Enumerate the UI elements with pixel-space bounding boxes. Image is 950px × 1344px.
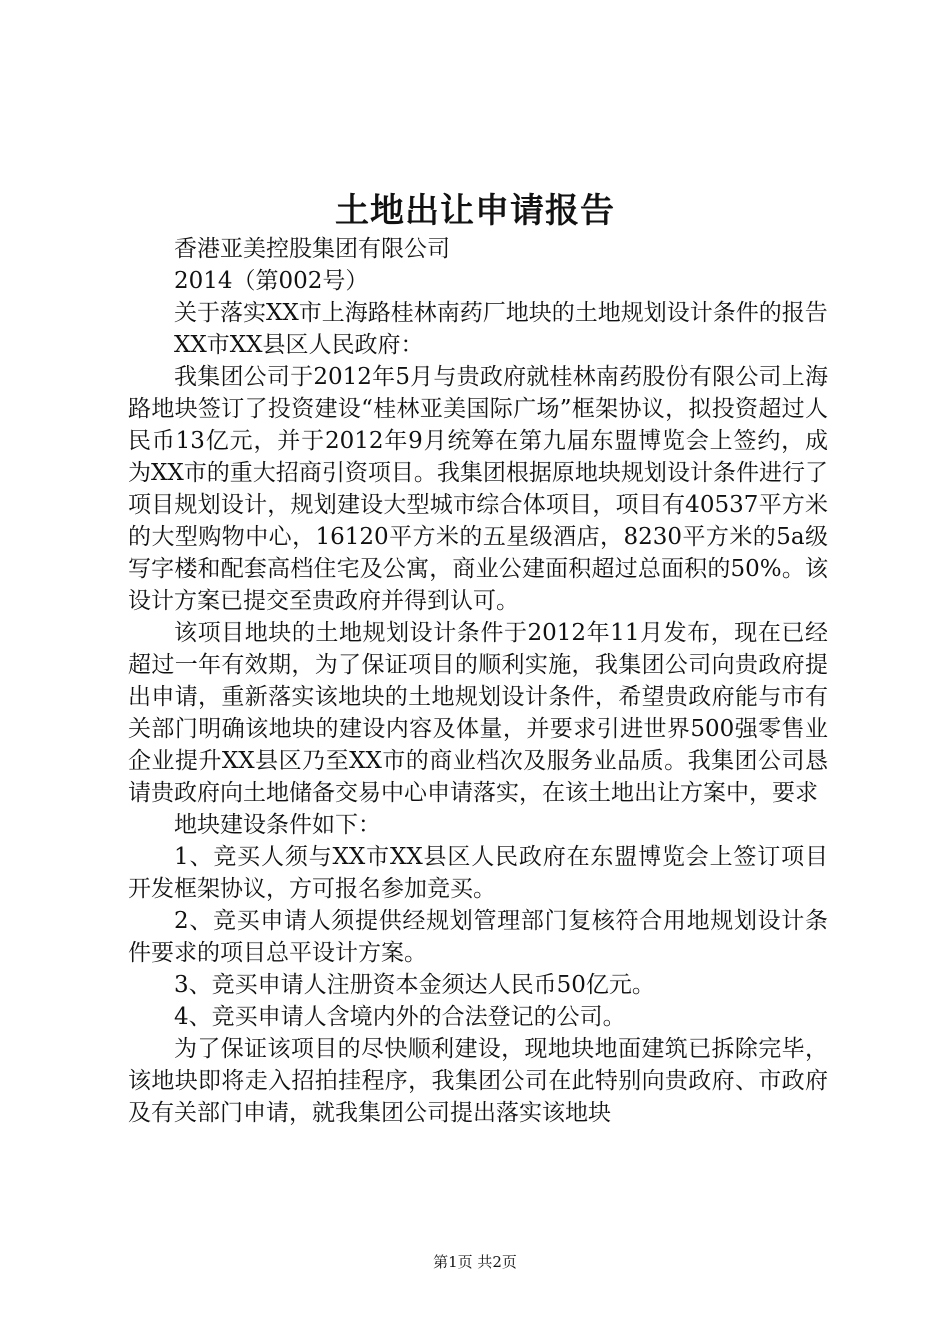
report-subject: 关于落实XX市上海路桂林南药厂地块的土地规划设计条件的报告 — [174, 300, 828, 326]
document-number: 2014（第002号） — [174, 268, 369, 294]
conditions-heading: 地块建设条件如下： — [174, 812, 381, 838]
addressee: XX市XX县区人民政府： — [174, 332, 424, 358]
paragraph-background: 我集团公司于2012年5月与贵政府就桂林南药股份有限公司上海路地块签订了投资建设“桂林亚美国际广场”框架协议，拟投资超过人民币13亿元，并于2012年9月统筹在第九届东盟博览会上签约，成为XX市的重大招商引资项目。我集团根据原地块规划设计条件进行了项目规划设计，规划建设大型城市综合体项目，项目有40537平方米的大型购物中心，16120平方米的五星级酒店，8230平方米的5a级写字楼和配套高档住宅及公寓，商业公建面积超过总面积的50%。该设计方案已提交至贵政府并得到认可。 — [128, 364, 828, 614]
page-footer: 第1页 共2页 — [433, 1253, 517, 1271]
company-name: 香港亚美控股集团有限公司 — [174, 236, 450, 262]
condition-item-2: 2、竞买申请人须提供经规划管理部门复核符合用地规划设计条件要求的项目总平设计方案。 — [128, 908, 828, 966]
document-body — [128, 233, 828, 1129]
condition-item-3: 3、竞买申请人注册资本金须达人民币50亿元。 — [174, 972, 655, 998]
paragraph-request: 该项目地块的土地规划设计条件于2012年11月发布，现在已经超过一年有效期，为了保证项目的顺利实施，我集团公司向贵政府提出申请，重新落实该地块的土地规划设计条件，希望贵政府能与市有关部门明确该地块的建设内容及体量，并要求引进世界500强零售业企业提升XX县区乃至XX市的商业档次及服务业品质。我集团公司恳请贵政府向土地储备交易中心申请落实，在该土地出让方案中，要求 — [128, 620, 828, 806]
document-title: 土地出让申请报告 — [335, 191, 615, 231]
paragraph-closing: 为了保证该项目的尽快顺利建设，现地块地面建筑已拆除完毕，该地块即将走入招拍挂程序，我集团公司在此特别向贵政府、市政府及有关部门申请，就我集团公司提出落实该地块 — [128, 1036, 828, 1126]
condition-item-4: 4、竞买申请人含境内外的合法登记的公司。 — [174, 1004, 626, 1030]
condition-item-1: 1、竞买人须与XX市XX县区人民政府在东盟博览会上签订项目开发框架协议，方可报名参加竞买。 — [128, 844, 828, 902]
